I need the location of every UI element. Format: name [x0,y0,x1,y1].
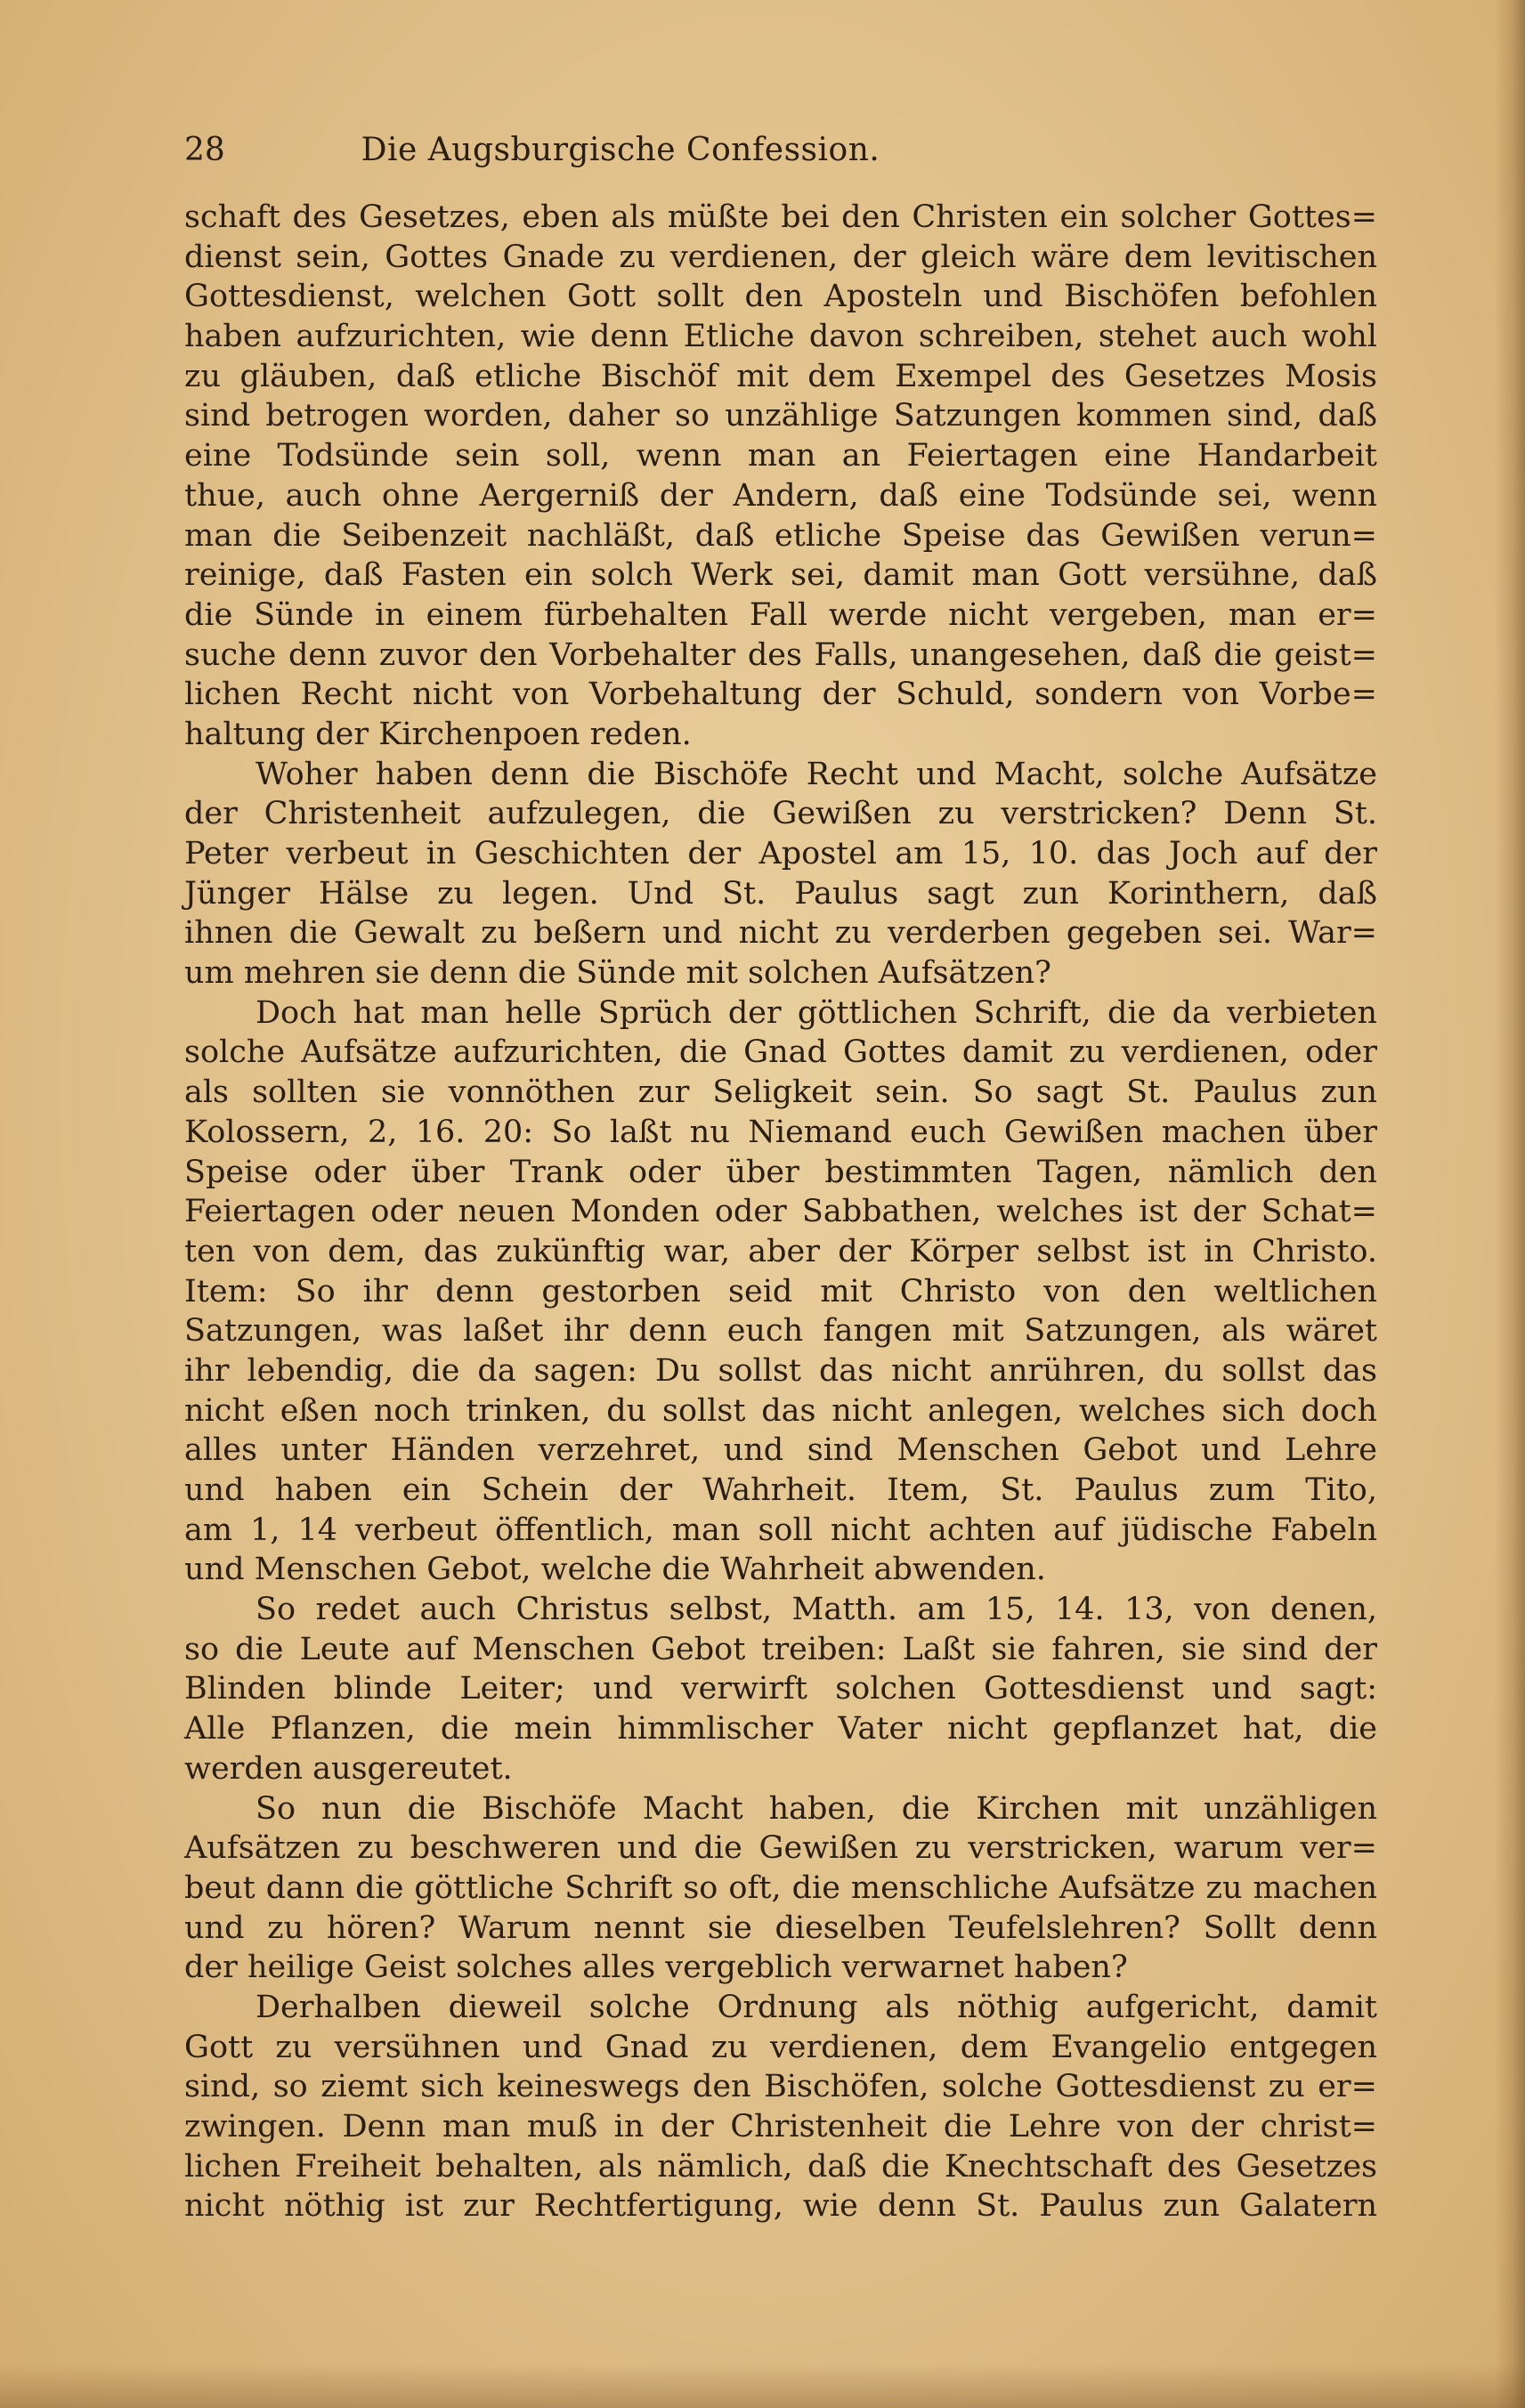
paragraph-last-line: und Menschen Gebot, welche die Wahrheit abwenden. [184,1552,1046,1588]
paragraph-last-line: um mehren sie denn die Sünde mit solchen Aufsätzen? [184,955,1051,992]
text-line: Speise oder über Trank oder über bestimmten Tagen, nämlich den [184,1154,1377,1190]
body-text [184,198,1377,2226]
text-line: ten von dem, das zukünftig war, aber der Körper selbst ist in Christo. [184,1233,1377,1269]
text-line: Item: So ihr denn gestorben seid mit Christo von den weltlichen [184,1273,1377,1309]
text-line: Blinden blinde Leiter; und verwirft solchen Gottesdienst und sagt: [184,1671,1377,1707]
text-line: und haben ein Schein der Wahrheit. Item, St. Paulus zum Tito, [184,1472,1377,1508]
text-line: Kolossern, 2, 16. 20: So laßt nu Niemand euch Gewißen machen über [184,1114,1377,1150]
text-line: nicht eßen noch trinken, du sollst das nicht anlegen, welches sich doch [184,1392,1377,1429]
text-line: man die Seibenzeit nachläßt, daß etliche Speise das Gewißen verun= [184,517,1377,554]
text-line: haben aufzurichten, wie denn Etliche davon schreiben, stehet auch wohl [184,319,1377,355]
paragraph-last-line: werden ausgereutet. [184,1750,513,1787]
paragraph-first-line: Derhalben dieweil solche Ordnung als nöthig aufgericht, damit [256,1989,1377,2025]
text-line: sind betrogen worden, daher so unzählige Satzungen kommen sind, daß [184,398,1377,434]
text-line: alles unter Händen verzehret, und sind Menschen Gebot und Lehre [184,1432,1377,1469]
page-number: 28 [184,132,225,168]
running-title: Die Augsburgische Confession. [361,132,880,168]
page-header [184,125,1057,178]
paragraph-last-line: der heilige Geist solches alles vergeblich verwarnet haben? [184,1950,1128,1986]
text-line: lichen Recht nicht von Vorbehaltung der Schuld, sondern von Vorbe= [184,677,1377,713]
text-line: und zu hören? Warum nennt sie dieselben Teufelslehren? Sollt denn [184,1909,1377,1946]
text-line: Aufsätzen zu beschweren und die Gewißen zu verstricken, warum ver= [184,1830,1377,1867]
text-line: schaft des Gesetzes, eben als müßte bei den Christen ein solcher Gottes= [184,199,1377,235]
text-line: thue, auch ohne Aergerniß der Andern, daß eine Todsünde sei, wenn [184,477,1377,514]
text-line: Satzungen, was laßet ihr denn euch fangen mit Satzungen, als wäret [184,1313,1377,1350]
text-line: Gottesdienst, welchen Gott sollt den Aposteln und Bischöfen befohlen [184,279,1377,315]
text-line: reinige, daß Fasten ein solch Werk sei, damit man Gott versühne, daß [184,557,1377,594]
text-line: ihr lebendig, die da sagen: Du sollst das nicht anrühren, du sollst das [184,1352,1377,1389]
text-line: beut dann die göttliche Schrift so oft, die menschliche Aufsätze zu machen [184,1869,1377,1906]
paragraph-first-line: So nun die Bischöfe Macht haben, die Kirchen mit unzähligen [256,1790,1377,1827]
text-line: als sollten sie vonnöthen zur Seligkeit sein. So sagt St. Paulus zun [184,1074,1377,1111]
text-line: Jünger Hälse zu legen. Und St. Paulus sagt zun Korinthern, daß [184,875,1377,912]
paragraph-first-line: So redet auch Christus selbst, Matth. am 15, 14. 13, von denen, [256,1592,1377,1628]
page-bottom-shadow [0,2363,1525,2408]
text-line: dienst sein, Gottes Gnade zu verdienen, der gleich wäre dem levitischen [184,239,1377,275]
text-line: so die Leute auf Menschen Gebot treiben: Laßt sie fahren, sie sind der [184,1631,1377,1667]
text-line: am 1, 14 verbeut öffentlich, man soll nicht achten auf jüdische Fabeln [184,1512,1377,1548]
page-edge-shadow [1495,0,1525,2408]
text-line: zu gläuben, daß etliche Bischöf mit dem Exempel des Gesetzes Mosis [184,358,1377,394]
text-line: sind, so ziemt sich keineswegs den Bischöfen, solche Gottesdienst zu er= [184,2069,1377,2105]
text-line: solche Aufsätze aufzurichten, die Gnad Gottes damit zu verdienen, oder [184,1034,1377,1071]
text-line: Feiertagen oder neuen Monden oder Sabbathen, welches ist der Schat= [184,1194,1377,1230]
text-line: ihnen die Gewalt zu beßern und nicht zu verderben gegeben sei. War= [184,915,1377,952]
text-line: Peter verbeut in Geschichten der Apostel am 15, 10. das Joch auf der [184,836,1377,872]
text-line: suche denn zuvor den Vorbehalter des Falls, unangesehen, daß die geist= [184,636,1377,673]
paragraph-first-line: Doch hat man helle Sprüch der göttlichen Schrift, die da verbieten [256,994,1377,1031]
text-line: die Sünde in einem fürbehalten Fall werde nicht vergeben, man er= [184,596,1377,633]
text-line: der Christenheit aufzulegen, die Gewißen zu verstricken? Denn St. [184,796,1377,832]
text-line: zwingen. Denn man muß in der Christenheit die Lehre von der christ= [184,2109,1377,2144]
paragraph-last-line: haltung der Kirchenpoen reden. [184,716,692,752]
text-line: lichen Freiheit behalten, als nämlich, daß die Knechtschaft des Gesetzes [184,2148,1377,2185]
text-line: Gott zu versühnen und Gnad zu verdienen, dem Evangelio entgegen [184,2029,1377,2065]
text-line: eine Todsünde sein soll, wenn man an Feiertagen eine Handarbeit [184,438,1377,474]
text-line: Alle Pflanzen, die mein himmlischer Vater nicht gepflanzet hat, die [184,1711,1377,1747]
paragraph-first-line: Woher haben denn die Bischöfe Recht und Macht, solche Aufsätze [256,756,1377,792]
text-line: nicht nöthig ist zur Rechtfertigung, wie denn St. Paulus zun Galatern [184,2188,1377,2225]
